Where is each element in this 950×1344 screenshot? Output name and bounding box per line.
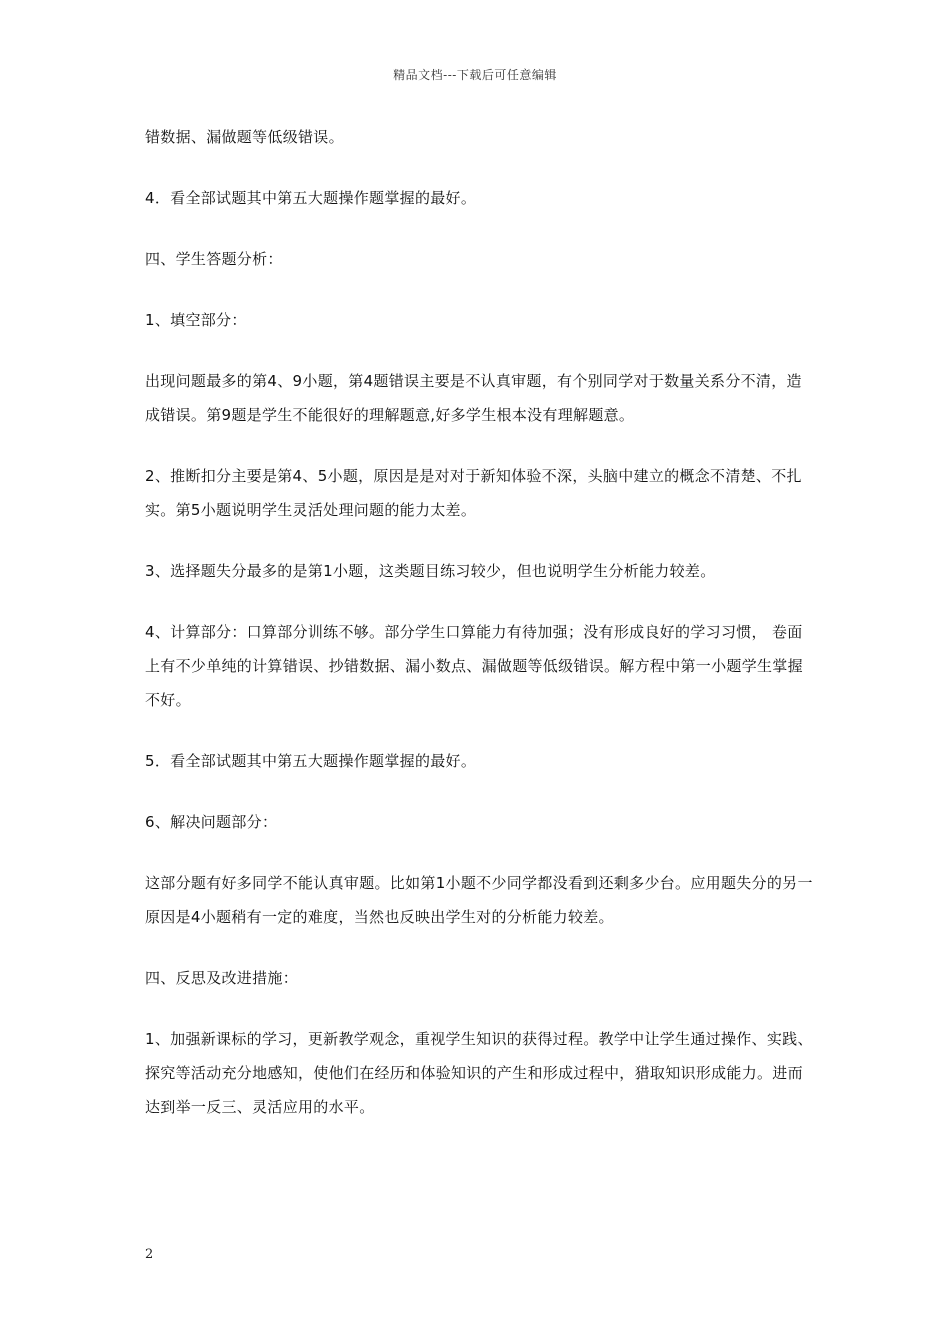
paragraph-problem-solving-analysis: 这部分题有好多同学不能认真审题。比如第1小题不少同学都没看到还剩多少台。应用题失分的另一原因是4小题稍有一定的难度，当然也反映出学生对的分析能力较差。 bbox=[145, 874, 813, 926]
paragraph-reflection-point-1: 1、加强新课标的学习，更新教学观念，重视学生知识的获得过程。教学中让学生通过操作、实践、探究等活动充分地感知，使他们在经历和体验知识的产生和形成过程中，猎取知识形成能力。进而达到举一反三、灵活应用的水平。 bbox=[145, 1030, 813, 1116]
page-header: 精品文档---下载后可任意编辑 bbox=[393, 68, 557, 82]
paragraph-point-4: 4．看全部试题其中第五大题操作题掌握的最好。 bbox=[145, 189, 477, 207]
paragraph-fill-blank-analysis: 出现问题最多的第4、9小题，第4题错误主要是不认真审题，有个别同学对于数量关系分不清，造成错误。第9题是学生不能很好的理解题意,好多学生根本没有理解题意。 bbox=[145, 372, 802, 424]
section-heading-answer-analysis: 四、学生答题分析： bbox=[145, 250, 283, 268]
page-number: 2 bbox=[145, 1247, 154, 1262]
paragraph-choice-analysis: 3、选择题失分最多的是第1小题，这类题目练习较少，但也说明学生分析能力较差。 bbox=[145, 562, 716, 580]
document-body bbox=[145, 120, 813, 1151]
paragraph-continuation: 错数据、漏做题等低级错误。 bbox=[145, 128, 344, 146]
section-heading-reflection: 四、反思及改进措施： bbox=[145, 969, 299, 987]
subheading-fill-blank: 1、填空部分： bbox=[145, 311, 247, 329]
paragraph-calculation-analysis: 4、计算部分：口算部分训练不够。部分学生口算能力有待加强；没有形成良好的学习习惯， 卷面上有不少单纯的计算错误、抄错数据、漏小数点、漏做题等低级错误。解方程中第一小题学生掌握不好。 bbox=[145, 623, 803, 709]
paragraph-judgement-analysis: 2、推断扣分主要是第4、5小题，原因是是对对于新知体验不深，头脑中建立的概念不清楚、不扎实。第5小题说明学生灵活处理问题的能力太差。 bbox=[145, 467, 802, 519]
subheading-problem-solving: 6、解决问题部分： bbox=[145, 813, 278, 831]
paragraph-point-5: 5．看全部试题其中第五大题操作题掌握的最好。 bbox=[145, 752, 477, 770]
